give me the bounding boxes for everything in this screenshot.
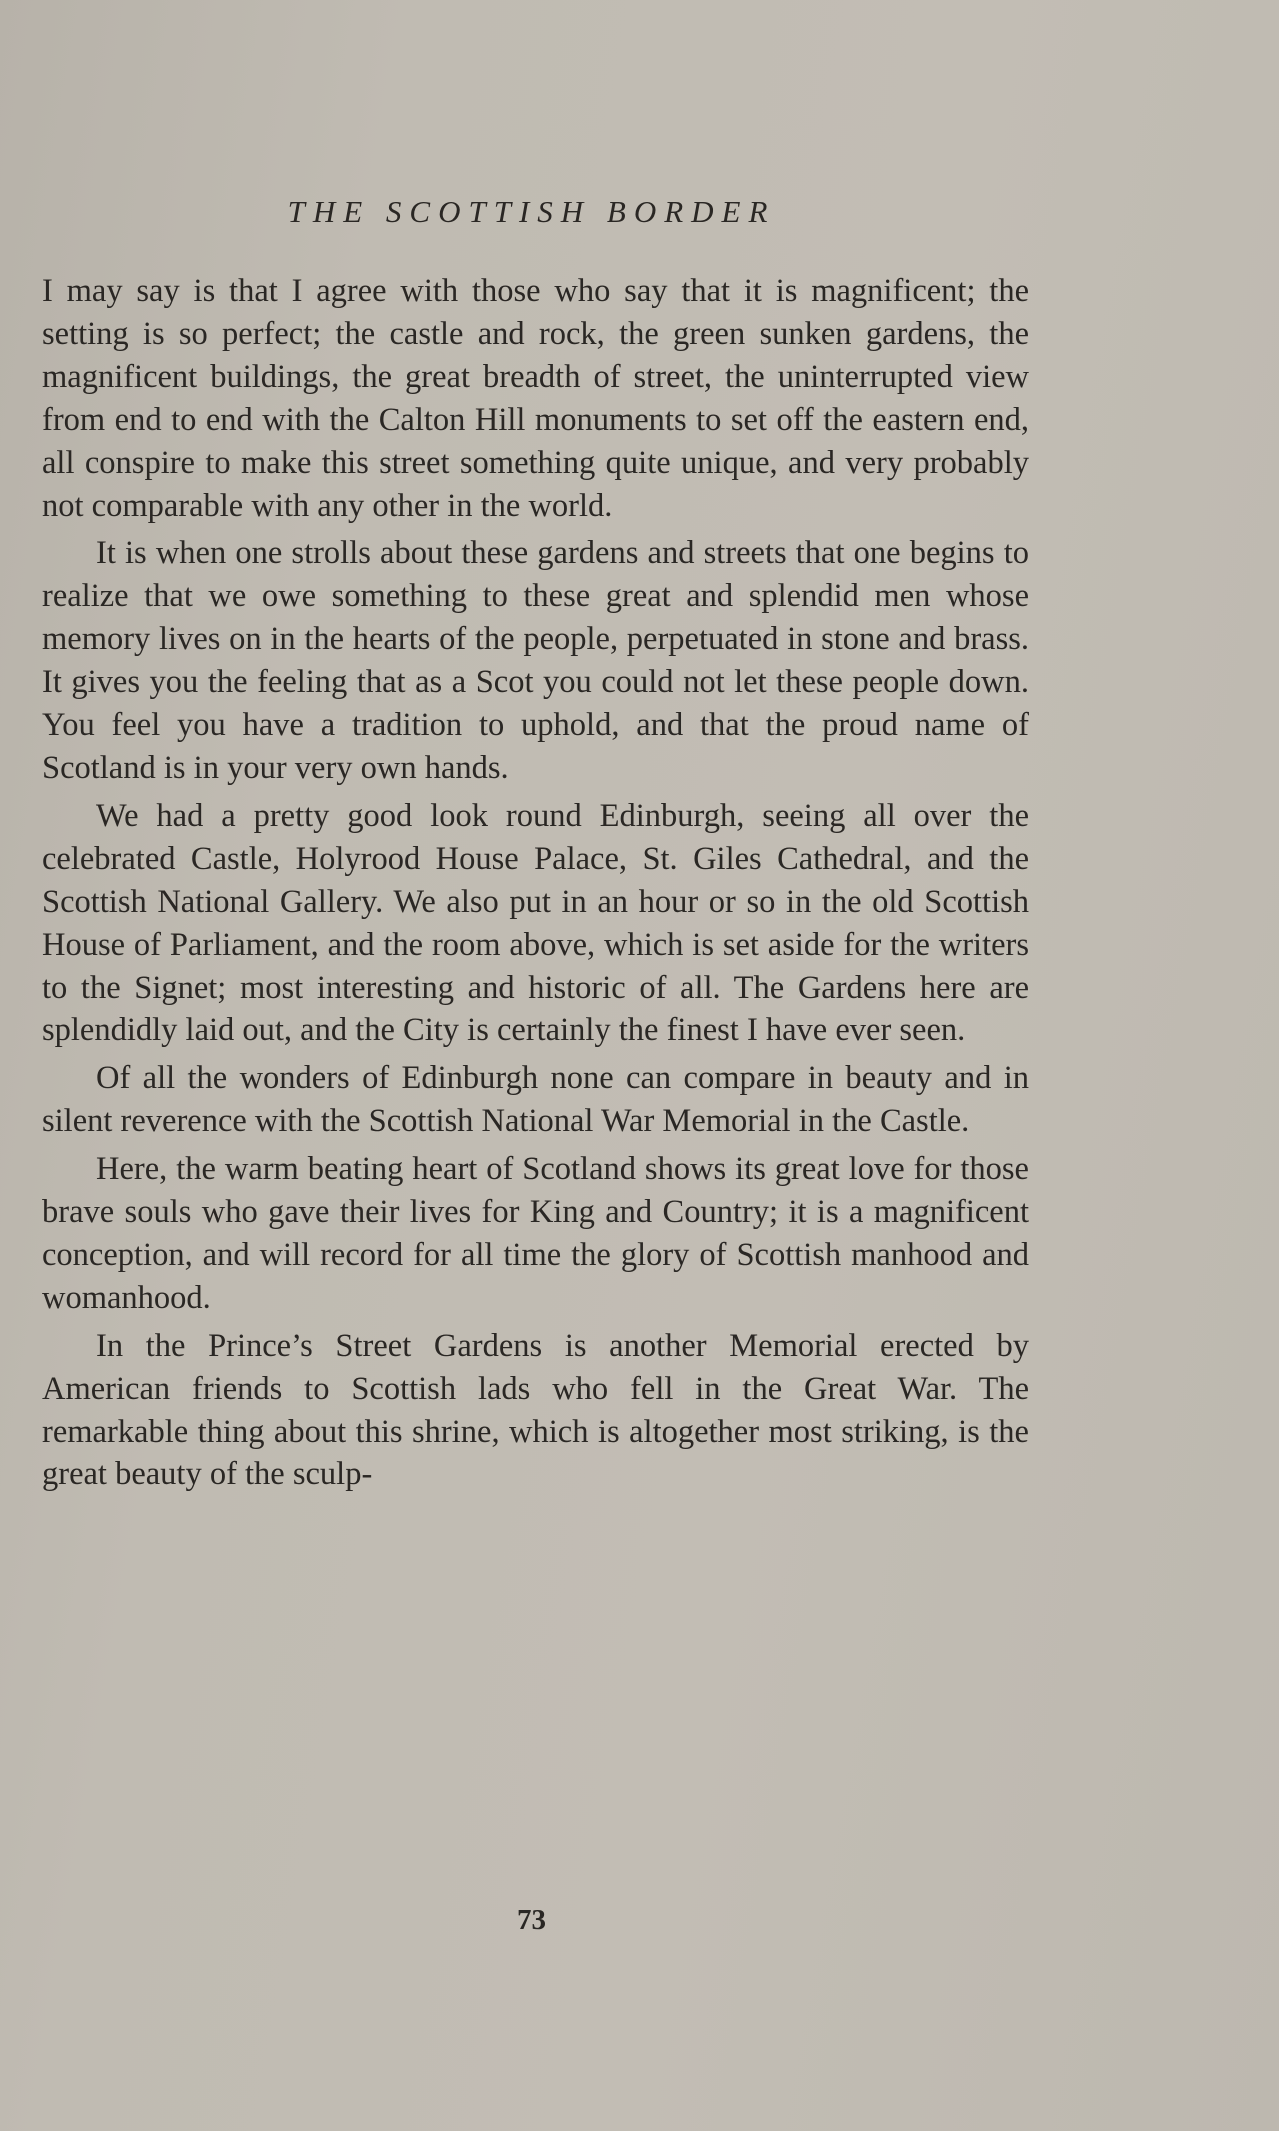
body-text (42, 270, 1029, 1501)
running-head: THE SCOTTISH BORDER (287, 194, 776, 229)
paragraph-6: In the Prince’s Street Gardens is another Memorial erected by American friends to Scottish lads who fell in the Great War. The remarkable thing about this shrine, which is altogether most striking, is the great beauty of the sculp- (42, 1327, 1029, 1493)
paragraph-2: It is when one strolls about these gardens and streets that one begins to realize that we owe something to these great and splendid men whose memory lives on in the hearts of the people, perpetuated in stone and brass. It gives you the feeling that as a Scot you could not let these people down. You feel you have a tradition to uphold, and that the proud name of Scotland is in your very own hands. (42, 535, 1029, 786)
page-number: 73 (517, 1904, 546, 1936)
paragraph-5: Here, the warm beating heart of Scotland shows its great love for those brave souls who gave their lives for King and Country; it is a magnificent conception, and will record for all time the glory of Scottish manhood and womanhood. (42, 1151, 1029, 1316)
paragraph-3: We had a pretty good look round Edinburgh, seeing all over the celebrated Castle, Holyrood House Palace, St. Giles Cathedral, and the Scottish National Gallery. We also put in an hour or so in the old Scottish House of Parliament, and the room above, which is set aside for the writers to the Signet; most interesting and historic of all. The Gardens here are splendidly laid out, and the City is certainly the finest I have ever seen. (42, 797, 1029, 1049)
paragraph-1: I may say is that I agree with those who say that it is magnificent; the setting is so perfect; the castle and rock, the green sunken gardens, the magnificent buildings, the great breadth of street, the uninterrupted view from end to end with the Calton Hill monuments to set off the eastern end, all conspire to make this street something quite unique, and very probably not comparable with any other in the world. (42, 273, 1029, 524)
paragraph-4: Of all the wonders of Edinburgh none can compare in beauty and in silent reverence with the Scottish National War Memorial in the Castle. (42, 1060, 1029, 1140)
